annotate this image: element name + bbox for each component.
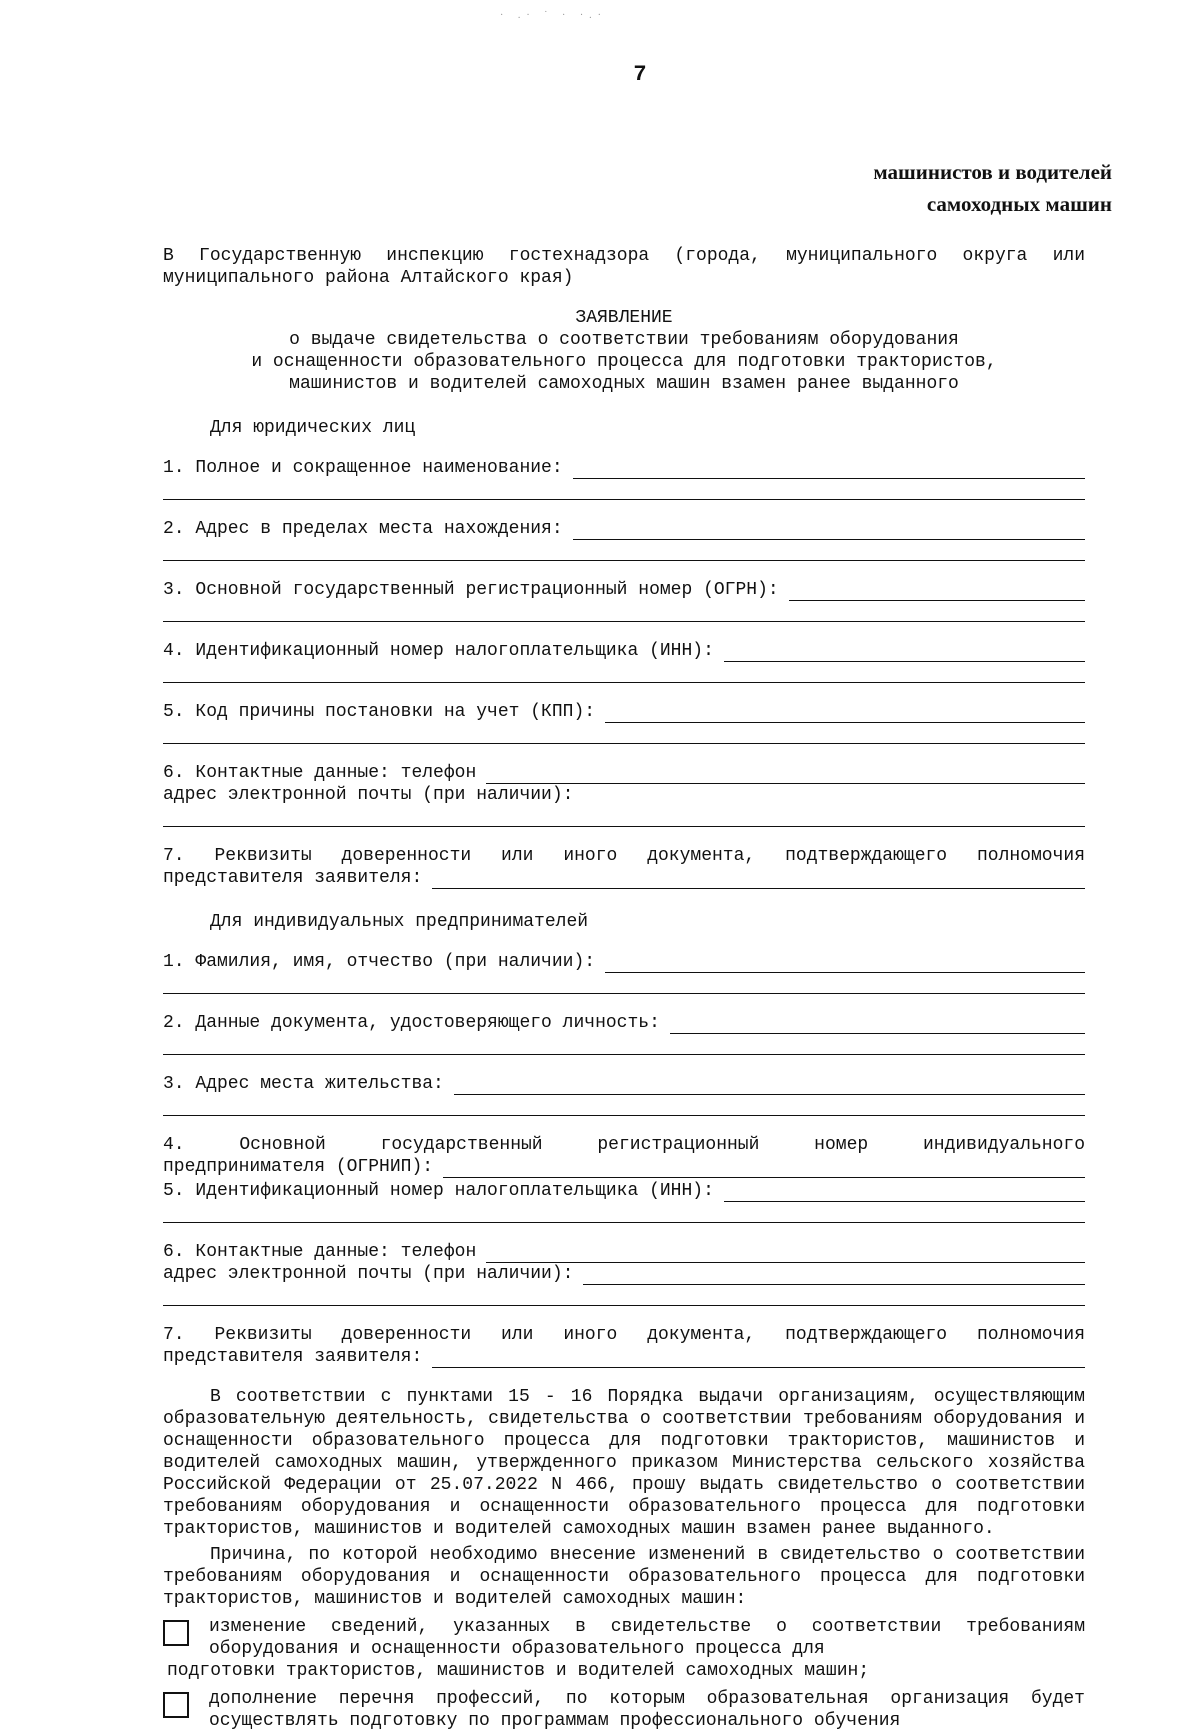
ip-field-contacts (163, 1241, 1085, 1306)
field-label: представителя заявителя: (163, 1347, 423, 1367)
fill-line[interactable] (670, 1015, 1085, 1034)
field-label: 2. Адрес в пределах места нахождения: (163, 519, 563, 539)
individual-entrepreneurs-heading: Для индивидуальных предпринимателей (210, 912, 589, 932)
fill-line[interactable] (443, 1159, 1085, 1178)
fill-line[interactable] (454, 1076, 1085, 1095)
option-text-first: дополнение перечня профессий, по которым образовательная организация будет осуществлять подготовку по программам профессионального обучения (209, 1689, 1085, 1731)
field-label: 4. Основной государственный регистрационный номер индивидуального (163, 1135, 1085, 1155)
field-label: 6. Контактные данные: телефон (163, 1242, 477, 1262)
field-label: 1. Полное и сокращенное наименование: (163, 458, 563, 478)
document-title: ЗАЯВЛЕНИЕ (575, 308, 673, 328)
legal-field-contacts (163, 762, 1085, 827)
legal-field-address (163, 518, 1085, 561)
phone-fill-line[interactable] (486, 765, 1085, 784)
field-label: 5. Идентификационный номер налогоплательщика (ИНН): (163, 1181, 714, 1201)
page-number: 7 (633, 62, 647, 87)
fill-line[interactable] (163, 662, 1085, 683)
legal-field-kpp (163, 701, 1085, 744)
fill-line[interactable] (605, 954, 1085, 973)
ip-field-inn (163, 1180, 1085, 1223)
field-label: представителя заявителя: (163, 868, 423, 888)
checkbox[interactable] (163, 1692, 189, 1718)
title-line-3: машинистов и водителей самоходных машин взамен ранее выданного (289, 374, 959, 394)
checkbox[interactable] (163, 1620, 189, 1646)
fill-line[interactable] (789, 582, 1085, 601)
email-fill-line[interactable] (163, 806, 1085, 827)
field-label: адрес электронной почты (при наличии): (163, 1264, 574, 1284)
fill-line[interactable] (163, 1095, 1085, 1116)
fill-line[interactable] (432, 1349, 1085, 1368)
fill-line[interactable] (605, 704, 1085, 723)
fill-line[interactable] (724, 1183, 1085, 1202)
header-line-1: машинистов и водителей (873, 160, 1112, 184)
ip-field-residence (163, 1073, 1085, 1116)
ip-field-authority (163, 1324, 1085, 1368)
ip-field-id-document (163, 1012, 1085, 1055)
option-text-first: изменение сведений, указанных в свидетельстве о соответствии требованиям оборудования и оснащенности образовательного процесса для (209, 1617, 1085, 1659)
fill-line[interactable] (163, 1202, 1085, 1223)
email-fill-line[interactable] (583, 1266, 1085, 1285)
legal-field-authority (163, 845, 1085, 889)
request-paragraph: В соответствии с пунктами 15 - 16 Порядка выдачи организациям, осуществляющим образовательную деятельность, свидетельства о соответствии требованиям оборудования и оснащенности образовательного процесса для подготовки трактористов, машинистов и водителей самоходных машин, утвержденного приказом Министерства сельского хозяйства Российской Федерации от 25.07.2022 N 466, прошу выдать свидетельство о соответствии требованиям оборудования и оснащенности образовательного процесса для подготовки трактористов, машинистов и водителей самоходных машин взамен ранее выданного. (163, 1387, 1085, 1539)
field-label: 3. Основной государственный регистрационный номер (ОГРН): (163, 580, 779, 600)
fill-line[interactable] (163, 601, 1085, 622)
ip-field-fio (163, 951, 1085, 994)
scan-artifact: · .· ˙ · ·.· (500, 10, 607, 21)
legal-field-ogrn (163, 579, 1085, 622)
fill-line[interactable] (163, 973, 1085, 994)
legal-field-inn (163, 640, 1085, 683)
option-text (209, 1688, 1085, 1732)
option-text-rest: подготовки трактористов, машинистов и водителей самоходных машин; (167, 1661, 870, 1681)
field-label: предпринимателя (ОГРНИП): (163, 1157, 434, 1177)
field-label: 7. Реквизиты доверенности или иного документа, подтверждающего полномочия (163, 846, 1085, 866)
document-body (163, 245, 1085, 1732)
fill-line[interactable] (163, 723, 1085, 744)
fill-line[interactable] (573, 460, 1085, 479)
fill-line[interactable] (432, 870, 1085, 889)
phone-fill-line[interactable] (486, 1244, 1085, 1263)
title-line-2: и оснащенности образовательного процесса для подготовки трактористов, (251, 352, 997, 372)
field-label: 2. Данные документа, удостоверяющего личность: (163, 1013, 660, 1033)
field-label: 3. Адрес места жительства: (163, 1074, 444, 1094)
fill-line[interactable] (163, 540, 1085, 561)
title-block (163, 307, 1085, 395)
fill-line[interactable] (573, 521, 1085, 540)
field-label: 7. Реквизиты доверенности или иного документа, подтверждающего полномочия (163, 1325, 1085, 1345)
field-label: 4. Идентификационный номер налогоплательщика (ИНН): (163, 641, 714, 661)
legal-entities-heading: Для юридических лиц (210, 418, 416, 438)
fill-line[interactable] (724, 643, 1085, 662)
legal-field-name (163, 457, 1085, 500)
ip-field-ogrnip (163, 1134, 1085, 1178)
fill-line[interactable] (163, 1285, 1085, 1306)
addressee: В Государственную инспекцию гостехнадзора (города, муниципального округа или муниципального района Алтайского края) (163, 246, 1085, 288)
field-label: адрес электронной почты (при наличии): (163, 785, 574, 805)
option-add-professions[interactable] (163, 1688, 1085, 1732)
header-line-2: самоходных машин (926, 192, 1112, 216)
field-label: 5. Код причины постановки на учет (КПП): (163, 702, 596, 722)
fill-line[interactable] (163, 1034, 1085, 1055)
fill-line[interactable] (163, 479, 1085, 500)
option-change-info[interactable] (163, 1616, 1085, 1682)
field-label: 6. Контактные данные: телефон (163, 763, 477, 783)
field-label: 1. Фамилия, имя, отчество (при наличии): (163, 952, 596, 972)
title-line-1: о выдаче свидетельства о соответствии требованиям оборудования (289, 330, 959, 350)
option-text (167, 1616, 1085, 1682)
reason-paragraph: Причина, по которой необходимо внесение изменений в свидетельство о соответствии требованиям оборудования и оснащенности образовательного процесса для подготовки трактористов, машинистов и водителей самоходных машин: (163, 1545, 1085, 1609)
header-right (873, 156, 1112, 220)
